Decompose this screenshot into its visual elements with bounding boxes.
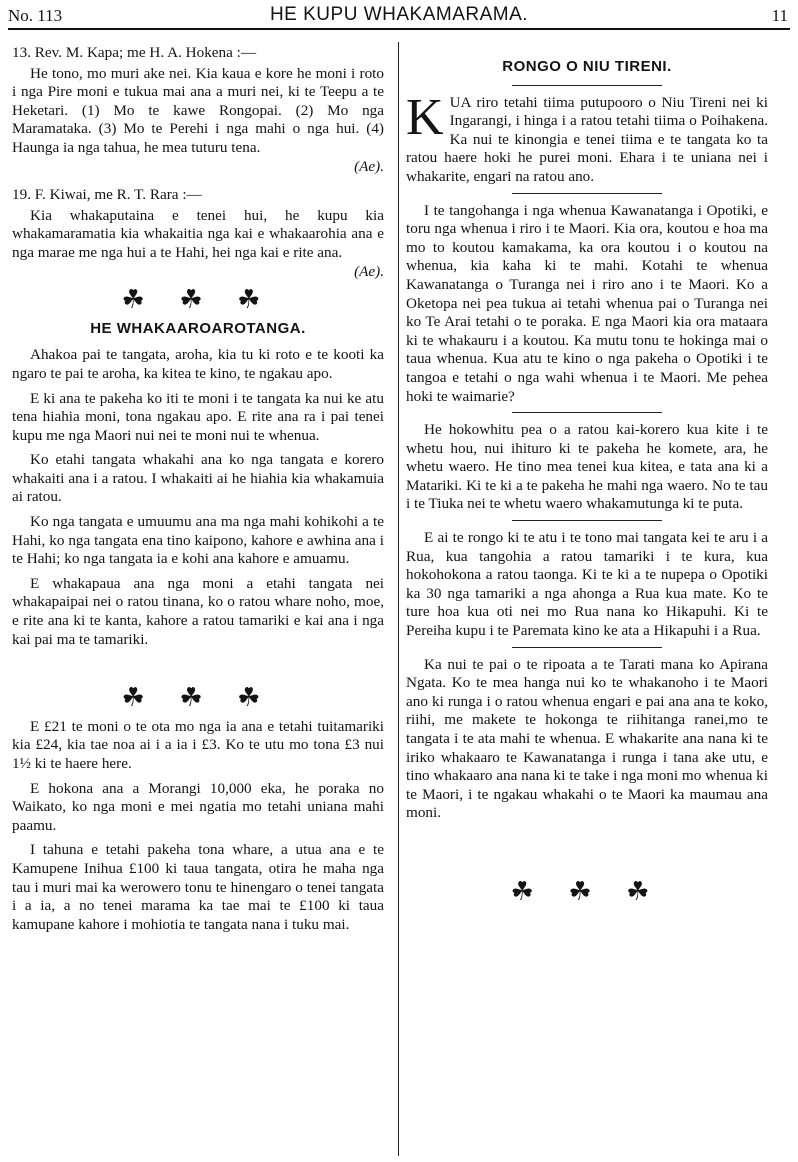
section-divider (512, 520, 662, 521)
paragraph: E whakapaua ana nga moni a etahi tangata nei whakapaipai nei o ratou tinana, ko o ratou whare noho, moe, e rite ana ki te kanta, kahore a ratou tamariki e kai ana i nga kai pai ma te tamariki. (12, 574, 384, 648)
paragraph: I tahuna e tetahi pakeha tona whare, a utua ana e te Kamupene Inihua £100 ki taua tangata, otira he maha nga tau i muri mai ka werowero tonu te hinengaro o tenei tangata i a ia, a no tenei marama ka tae mai te £100 ki taua kamupane kahore i mohiotia te tangata nana i tuku mai. (12, 841, 384, 933)
paragraph: E ki ana te pakeha ko iti te moni i te tangata ka nui ke atu tena hiahia moni, tona ngakau apo. E rite ana ra i pai tenei kupu me nga Maori nui nei te moni nui te whenua. (12, 389, 384, 444)
item-19-signoff: (Ae). (354, 262, 384, 280)
masthead-title: HE KUPU WHAKAMARAMA. (269, 4, 529, 25)
right-column (406, 44, 768, 912)
item-13-signoff: (Ae). (354, 157, 384, 175)
item-19-heading: 19. F. Kiwai, me R. T. Rara :— (12, 186, 202, 204)
paragraph: E hokona ana a Morangi 10,000 eka, he poraka no Waikato, ko nga moni e mei ngatia mo tetahi uniana mahi paamu. (12, 779, 384, 834)
item-13-body: He tono, mo muri ake nei. Kia kaua e kore he moni i roto i nga Pire moni e tukua mai ana a muri nei, ki te Teepu a te Heketari. (1) Mo te kawe Rongopai. (2) Mo nga Maramataka. (3) Mo te Perehi i nga mahi o nga hui. (4) Haunga ia nga tahua, he mea tuturu tena. (12, 64, 384, 156)
column-rule (398, 42, 399, 1156)
paragraph: Ka nui te pai o te ripoata a te Tarati mana ko Apirana Ngata. Ko te mea hanga nui ko te whakanoho i te Maori ano ki runga i o ratou whenua engari e pai ana ana te koko, riihi, me makete te hokonga te riihitanga ranei,mo te tangata i te ata mahi te whenua. E whakarite ana nana ki te iriko whakaaro te Kawanatanga i runga i tana ake utu, e tino whakaaro ana nana ki te take i nga moni mo whenua ki te Maori, i te ngakau whakahi o te Maori ka maumau ana moni. (406, 655, 768, 822)
lead-text: UA riro tetahi tiima putupooro o Niu Tireni nei ki Ingarangi, i hinga i a ratou tetahi tiima o Poihakena. Ka nui te kinongia e tenei tiima e te tangata ko ta ratou haere hoki he purei moni. Ehara i te uniana nei i whakarite, engari na ratou ano. (406, 93, 768, 185)
paragraph: Ko nga tangata e umuumu ana ma nga mahi kohikohi a te Hahi, ko nga tangata ena tino kaipono, kahore e awhina ana i te Hahi; ko nga tangata ia e kohi ana kahore e amuamu. (12, 513, 384, 568)
clover-ornament-icon: ☘ ☘ ☘ (121, 683, 275, 713)
item-19-body: Kia whakaputaina e tenei hui, he kupu kia whakamaramatia kia whakaitia nga kai e whakaarohia ana e nga marae me nga hui a te Hahi, hei nga kai e rite ana. (12, 206, 384, 261)
paragraph: E £21 te moni o te ota mo nga ia ana e tetahi tuitamariki kia £24, kia tae noa ai i a ia i £3. Ko te utu mo tona £3 nui 1½ ki te haere here. (12, 717, 384, 772)
clover-ornament-icon: ☘ ☘ ☘ (121, 285, 275, 315)
paragraph: Ko etahi tangata whakahi ana ko nga tangata e korero whakaiti ana i a ratou. I whakaiti ai he hiahia kia whakamuia ai ratou. (12, 451, 384, 506)
section-title-rongo-o-niu-tireni: RONGO O NIU TIRENI. (502, 58, 672, 75)
paragraph: Ahakoa pai te tangata, aroha, kia tu ki roto e te kooti ka ngaro te pai te aroha, ka kitea te kino, te ngakau apo. (12, 346, 384, 382)
page-number: 11 (771, 6, 788, 25)
item-13-heading: 13. Rev. M. Kapa; me H. A. Hokena :— (12, 44, 257, 61)
section-divider (512, 412, 662, 413)
page-header (8, 4, 790, 30)
lead-paragraph (406, 88, 768, 187)
issue-number: No. 113 (8, 6, 63, 25)
drop-cap: K (406, 88, 444, 146)
section-divider (512, 85, 662, 86)
left-column (12, 44, 384, 940)
section-divider (512, 193, 662, 194)
section-title-whakaaroarotanga: HE WHAKAAROAROTANGA. (90, 319, 306, 337)
clover-ornament-icon: ☘ ☘ ☘ (510, 876, 664, 906)
paragraph: E ai te rongo ki te atu i te tono mai tangata kei te aru i a Rua, kua tangohia a ratou tamariki i te kura, kua hokohokona a ratou taonga. Ki te ki a te nupepa o Opotiki ka 30 nga tamariki a nga ahonga a Rua kua mate. Ko te ture hoa kua oti nei mo Rua nana ko Hikapuhi. Ki te Pereiha kupu i te Paremata kino ke ata a Hikapuhi i a Rua. (406, 529, 768, 640)
section-divider (512, 647, 662, 648)
paragraph: I te tangohanga i nga whenua Kawanatanga i Opotiki, e toru nga whenua i riro i te Maori. Kia ora, koutou e hoa ma mo to koutou kamakama, ka ora koutou i o koutou na whenua, kia kaha ki te mahi. Kotahi te whenua Kawanatanga o Turanga nei i riro ano i te Maori. Ko a Oketopa nei pea tukua ai tetahi whenua pai o Turanga nei ko Te Arai tetahi o te poraka. E nga Maori kia ora mataara ki te whakauru i a koutou. Ka mutu tonu te hokinga mai o taua whenua. Kua atu te kino o nga pakeha o Opotiki i te tangoa e tetahi o nga wahi whenua i te Maori. Me pehea hoki te waimarie? (406, 201, 768, 405)
paragraph: He hokowhitu pea o a ratou kai-korero kua kite i te whetu hou, nui ihituro ki te pakeha he komete, ara, he whetu waero. He tino mea tenei kua kitea, e tata ana ki a Matariki. Ki te ki a te pakeha he mahi nga waero. No te tau i te Tiuka nei te whetu waero whakamutunga ki te puta. (406, 421, 768, 513)
